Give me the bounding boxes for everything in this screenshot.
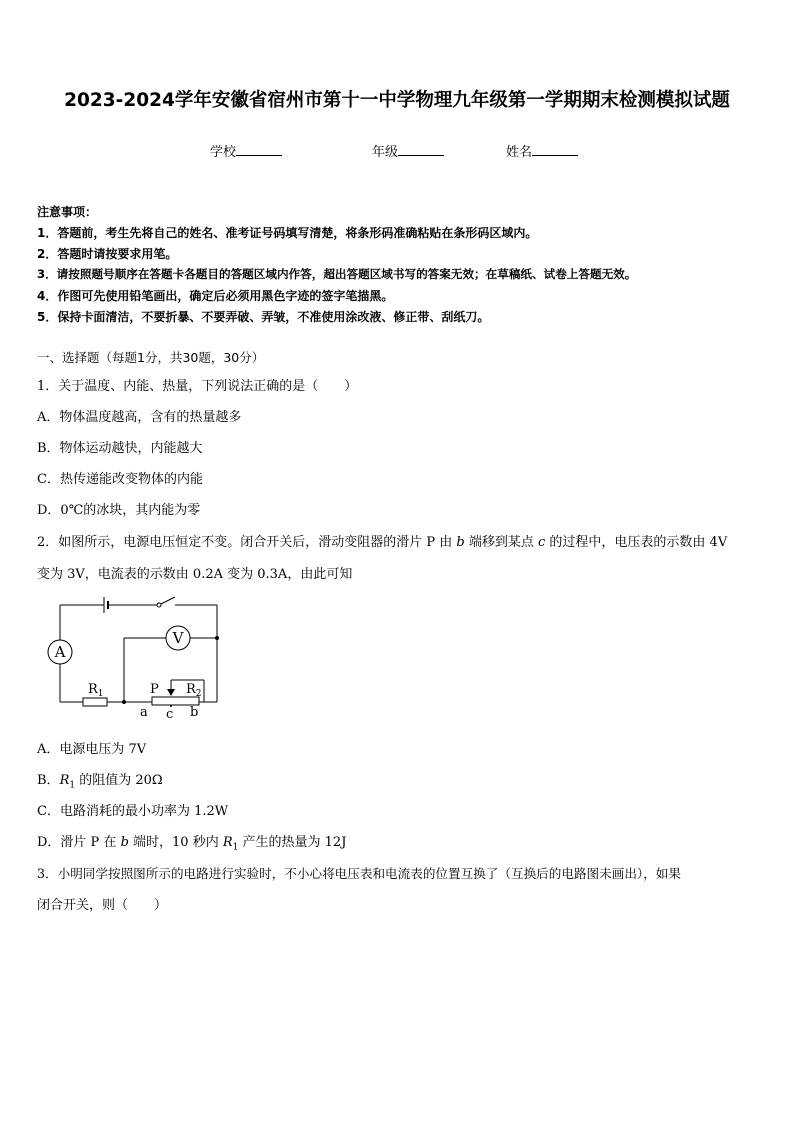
note-item: 4．作图可先使用铅笔画出，确定后必须用黑色字迹的签字笔描黑。 (37, 289, 394, 303)
question-2-line-1 (37, 531, 727, 550)
q1-option-b: B．物体运动越快，内能越大 (37, 441, 203, 456)
q2-text: 2．如图所示，电源电压恒定不变。闭合开关后，滑动变阻器的滑片 P 由 (37, 535, 457, 550)
circuit-diagram (40, 592, 220, 722)
slider-arrow (167, 689, 175, 696)
q2-opt-text: 端时，10 秒内 (128, 835, 223, 850)
school-label: 学校 (210, 145, 237, 160)
q1-option-a: A．物体温度越高，含有的热量越多 (37, 410, 242, 425)
terminal-b-label: b (190, 705, 199, 720)
switch-contact (157, 603, 161, 607)
q2-opt-text: B． (37, 773, 60, 788)
junction-dot (215, 636, 219, 640)
q2-option-b (37, 769, 163, 791)
note-item: 3．请按照题号顺序在答题卡各题目的答题区域内作答，超出答题区域书写的答案无效；在草稿纸、试卷上答题无效。 (37, 267, 637, 281)
notes-heading: 注意事项： (37, 205, 98, 219)
note-item: 5．保持卡面清洁，不要折暴、不要弄破、弄皱，不准使用涂改液、修正带、刮纸刀。 (37, 310, 490, 324)
r1-label: $R_1$ (88, 682, 104, 699)
q2-var-b: b (456, 535, 465, 550)
q2-opt-text: D．滑片 P 在 (37, 835, 121, 850)
note-item: 1．答题前，考生先将自己的姓名、准考证号码填写清楚，将条形码准确粘贴在条形码区域内。 (37, 226, 538, 240)
r2-label: $R_2$ (186, 682, 202, 699)
q2-text: 的过程中，电压表的示数由 4V (545, 535, 728, 550)
slider-p-label: P (150, 682, 159, 697)
page-title: 2023-2024学年安徽省宿州市第十一中学物理九年级第一学期期末检测模拟试题 (64, 90, 730, 111)
switch-blade (161, 597, 175, 604)
q2-option-c: C．电路消耗的最小功率为 1.2W (37, 804, 229, 819)
q2-text: 端移到某点 (464, 535, 539, 550)
school-field (210, 141, 282, 160)
question-3-line-2: 闭合开关，则（ ） (37, 898, 168, 913)
junction-dot (122, 700, 126, 704)
grade-field (372, 141, 444, 160)
q2-opt-sub: 1 (232, 842, 239, 853)
q2-option-a: A．电源电压为 7V (37, 742, 147, 757)
voltmeter-label: V (172, 629, 184, 647)
question-2-line-2: 变为 3V，电流表的示数由 0.2A 变为 0.3A，由此可知 (37, 567, 353, 582)
q2-var-c: c (538, 535, 546, 550)
name-field (506, 141, 578, 160)
resistor-r1 (83, 698, 107, 706)
school-blank (236, 143, 282, 156)
grade-label: 年级 (372, 145, 399, 160)
resistor-r2 (152, 697, 199, 705)
question-1-stem: 1．关于温度、内能、热量，下列说法正确的是（ ） (37, 379, 358, 394)
q2-opt-var: R (222, 835, 233, 850)
grade-blank (398, 143, 444, 156)
q2-opt-var: b (120, 835, 129, 850)
q2-opt-text: 的阻值为 20Ω (75, 773, 163, 788)
q2-opt-text: 产生的热量为 12J (238, 835, 347, 850)
q2-option-d (37, 831, 346, 853)
section-heading: 一、选择题（每题1分，共30题，30分） (37, 350, 265, 365)
q1-option-d: D．0℃的冰块，其内能为零 (37, 503, 201, 518)
q1-option-c: C．热传递能改变物体的内能 (37, 472, 203, 487)
terminal-a-label: a (140, 705, 148, 720)
q2-opt-var: R (59, 773, 70, 788)
name-blank (532, 143, 578, 156)
name-label: 姓名 (506, 145, 533, 160)
note-item: 2．答题时请按要求用笔。 (37, 247, 178, 261)
ammeter-label: A (54, 643, 66, 661)
question-3-line-1: 3．小明同学按照图所示的电路进行实验时，不小心将电压表和电流表的位置互换了（互换后的电路图未画出），如果 (37, 866, 681, 881)
q2-opt-sub: 1 (69, 780, 76, 791)
point-c-label: c (166, 707, 174, 722)
